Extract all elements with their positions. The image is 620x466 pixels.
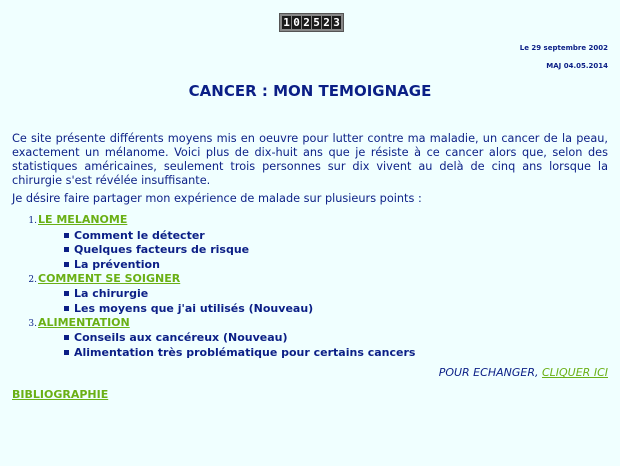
item-label: Quelques facteurs de risque [74, 243, 250, 257]
list-item [12, 331, 608, 346]
counter-digit: 1 [283, 16, 290, 29]
section-number: 2. [28, 274, 37, 285]
square-bullet-icon [64, 306, 69, 311]
link-alimentation[interactable]: ALIMENTATION [38, 315, 130, 329]
list-item [12, 243, 608, 258]
contact-link[interactable]: CLIQUER ICI [541, 366, 608, 379]
square-bullet-icon [64, 247, 69, 252]
section-soigner [12, 272, 608, 287]
bibliography-link[interactable]: BIBLIOGRAPHIE [12, 388, 109, 401]
square-bullet-icon [64, 233, 69, 238]
item-label: La prévention [74, 257, 160, 271]
update-date: MAJ 04.05.2014 [546, 62, 608, 70]
section-melanome [12, 213, 608, 228]
item-label: Alimentation très problématique pour certains cancers [74, 345, 416, 359]
item-label: La chirurgie [74, 287, 149, 301]
visitor-counter [279, 13, 344, 32]
page-title: CANCER : MON TEMOIGNAGE [188, 82, 432, 100]
topics-list [12, 213, 608, 360]
section-number: 1. [28, 216, 37, 226]
list-item [12, 287, 608, 302]
share-text: Je désire faire partager mon expérience de malade sur plusieurs points : [12, 192, 422, 205]
list-item [12, 345, 608, 360]
section-alimentation [12, 316, 608, 331]
item-label: Comment le détecter [74, 228, 205, 242]
item-label: Les moyens que j'ai utilisés (Nouveau) [74, 301, 314, 315]
link-comment-se-soigner[interactable]: COMMENT SE SOIGNER [38, 271, 181, 285]
counter-digit: 5 [313, 16, 320, 29]
counter-digit: 3 [333, 16, 340, 29]
counter-digit: 0 [293, 16, 300, 29]
creation-date: Le 29 septembre 2002 [519, 44, 608, 52]
item-label: Conseils aux cancéreux (Nouveau) [74, 331, 288, 345]
list-item [12, 301, 608, 316]
exchange-line [439, 366, 608, 379]
intro-paragraph: Ce site présente différents moyens mis en oeuvre pour lutter contre ma maladie, un cancer de la peau, exactement un mélanome. Voici plus de dix-huit ans que je résiste à ce cancer alors que, selon des statistiques américaines, seulement trois personnes sur dix vivent au delà de cinq ans lorsque la chirurgie s'est révélée insuffisante. [12, 132, 608, 187]
exchange-text: POUR ECHANGER, [438, 366, 539, 379]
square-bullet-icon [64, 335, 69, 340]
counter-digit: 2 [323, 16, 330, 29]
square-bullet-icon [64, 262, 69, 267]
section-number: 3. [28, 318, 37, 329]
list-item [12, 228, 608, 243]
list-item [12, 257, 608, 272]
counter-digit: 2 [303, 16, 310, 29]
square-bullet-icon [64, 291, 69, 296]
square-bullet-icon [64, 350, 69, 355]
link-le-melanome[interactable]: LE MELANOME [38, 213, 128, 226]
